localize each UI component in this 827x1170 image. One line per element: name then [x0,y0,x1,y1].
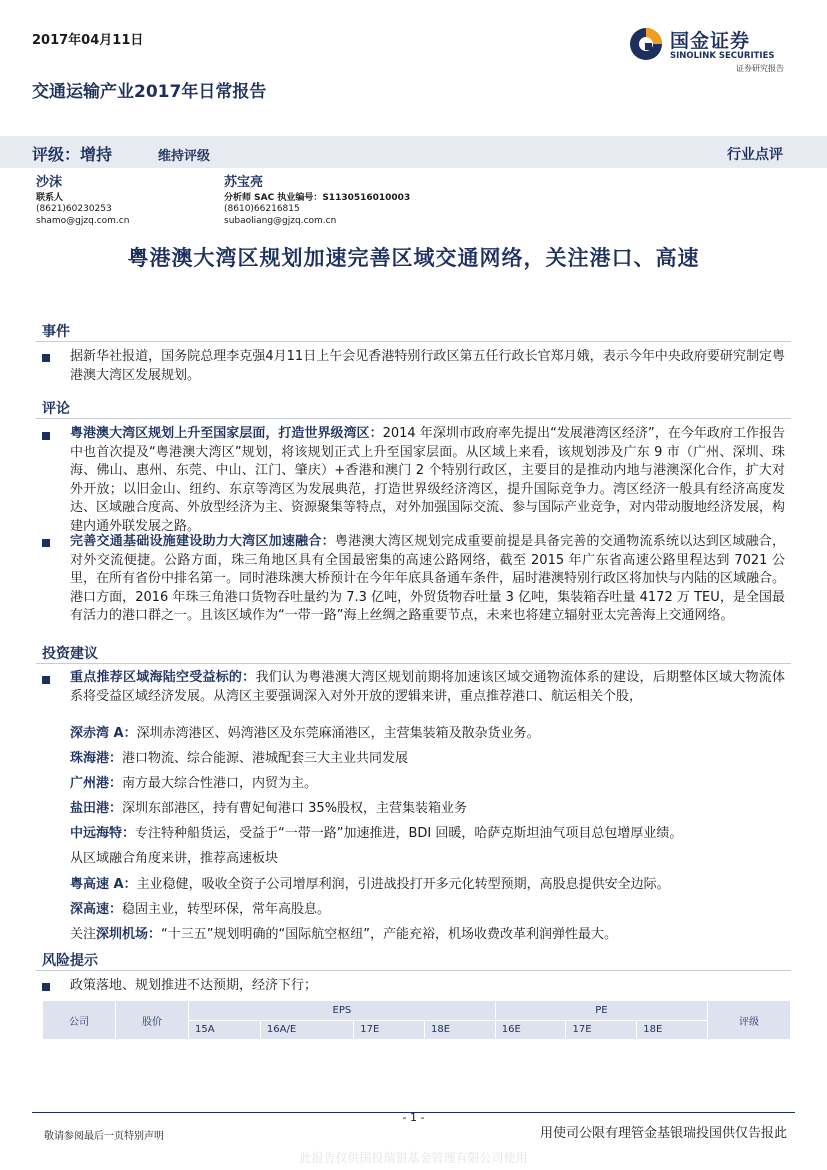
rating-note: 维持评级 [158,149,211,164]
report-category: 行业点评 [727,147,783,163]
comment-paragraph-1 [70,425,785,536]
analyst-email[interactable]: subaoliang@gjzq.com.cn [224,215,337,226]
table-header-rating: 评级 [708,1001,791,1040]
table-header-pe: PE [495,1001,707,1021]
bullet-icon [42,354,50,362]
analyst-phone: (8621)60230253 [36,204,112,214]
stock-item: 中远海特：专注特种船货运，受益于“一带一路”加速推进，BDI 回暖，哈萨克斯坦油气项目总包增厚业绩。 [70,826,683,841]
stock-item: 深赤湾 A：深圳赤湾港区、妈湾港区及东莞麻涌港区，主营集装箱及散杂货业务。 [70,726,540,741]
bullet-icon [42,432,50,440]
section-divider [36,341,791,342]
logo-name-en: SINOLINK SECURITIES [670,51,775,61]
highway-intro: 从区域融合角度来讲，推荐高速板块 [70,851,279,866]
section-divider [36,970,791,971]
stock-item: 粤高速 A：主业稳健，吸收全资子公司增厚利润，引进战投打开多元化转型预期，高股息提供安全边际。 [70,877,670,892]
analyst-role: 分析师 SAC 执业编号：S1130516010003 [224,192,411,203]
table-header-year: 17E [354,1020,425,1040]
table-header-year: 18E [424,1020,495,1040]
invest-lead: 重点推荐区域海陆空受益标的： [70,670,256,685]
invest-text: 我们认为粤港澳大湾区规划前期将加速该区域交通物流体系的建设，后期整体区域大物流体系将受益区域经济发展。从湾区主要强调深入对外开放的逻辑来讲，重点推荐港口、航运相关个股， [70,670,785,704]
rating-bar [0,136,827,168]
analyst-name: 沙沫 [36,175,63,190]
comment-text-2: 粤港澳大湾区规划完成重要前提是具备完善的交通物流系统以达到区域融合，对外交流便捷。公路方面，珠三角地区具有全国最密集的高速公路网络，截至 2015 年广东省高速公路里程达到 7021 公里，在所有省份中排名第一。同时港珠澳大桥预计在今年年底具备通车条件，届时港澳特别行政区将加快与内陆的区域融合。港口方面，2016 年珠三角港口货物吞吐量约为 7.3 亿吨，外贸货物吞吐量 3 亿吨，集装箱吞吐量 4172 万 TEU，是全国最有活力的港口群之一。且该区域作为“一带一路”海上丝绸之路重要节点，未来也将建立辐射亚太完善海上交通网络。 [70,534,786,623]
stock-item: 关注深圳机场：“十三五”规划明确的“国际航空枢纽”，产能充裕，机场收费改革利润弹性最大。 [70,927,617,942]
logo-subtitle: 证券研究报告 [736,64,784,73]
table-header-price: 股价 [116,1001,189,1040]
disclaimer-note: 敬请参阅最后一页特别声明 [44,1131,164,1142]
comment-text-1: 2014 年深圳市政府率先提出“发展港湾区经济”，在今年政府工作报告中也首次提及“粤港澳大湾区”规划，将该规划正式上升至国家层面。从区域上来看，该规划涉及广东 9 市（广州、深圳、珠海、佛山、惠州、东莞、中山、江门、肇庆）+香港和澳门 2 个特别行政区，主要目的是推动内地与港澳深化合作，扩大对外开放；以旧金山、纽约、东京等湾区为发展典范，打造世界级经济湾区，提升国际竞争力。湾区经济一般具有经济高度发达、区域融合度高、外放型经济为主、资源聚集等特点，对外加强国际交流、参与国际产业竞争，对内带动腹地经济发展，构建内通外联发展之路。 [70,426,786,534]
stock-item: 盐田港：深圳东部港区，持有曹妃甸港口 35%股权，主营集装箱业务 [70,801,468,816]
invest-paragraph [70,669,785,706]
event-paragraph: 据新华社报道，国务院总理李克强4月11日上午会见香港特别行政区第五任行政长官郑月娥，表示今年中央政府要研究制定粤港澳大湾区发展规划。 [70,349,785,383]
report-date: 2017年04月11日 [32,33,144,48]
bullet-icon [42,676,50,684]
stock-item: 深高速：稳固主业，转型环保，常年高股息。 [70,902,331,917]
table-header-year: 18E [637,1020,708,1040]
analyst-card [36,177,129,227]
analyst-name: 苏宝亮 [224,175,264,190]
watermark: 此报告仅供国投瑞银基金管理有限公司使用 [299,1151,528,1165]
table-header-company: 公司 [43,1001,116,1040]
headline: 粤港澳大湾区规划加速完善区域交通网络，关注港口、高速 [127,246,700,270]
table-header-year: 16E [495,1020,566,1040]
table-header-year: 16A/E [260,1020,353,1040]
table-header-year: 17E [566,1020,637,1040]
stock-item: 广州港：南方最大综合性港口，内贸为主。 [70,776,318,791]
section-title-event: 事件 [42,324,70,340]
stock-item: 珠海港：港口物流、综合能源、港城配套三大主业共同发展 [70,751,409,766]
section-title-comment: 评论 [42,401,70,417]
analyst-card [224,177,410,227]
bullet-icon [42,983,50,991]
logo-name-cn: 国金证券 [670,30,751,52]
valuation-table [42,1000,791,1040]
sinolink-logo-icon [628,26,664,62]
table-header-row [43,1001,791,1021]
analyst-email[interactable]: shamo@gjzq.com.cn [36,215,130,226]
comment-lead-2: 完善交通基础设施建设助力大湾区加速融合： [70,534,335,549]
section-divider [36,418,791,419]
table-header-eps: EPS [189,1001,496,1021]
mirrored-usage-note: 用使司公限有理管金基银瑞投国供仅告报此 [539,1126,787,1141]
report-series-title: 交通运输产业2017年日常报告 [32,82,267,102]
page-number: - 1 - [402,1111,425,1124]
comment-paragraph-2 [70,533,785,626]
section-title-risk: 风险提示 [42,953,98,969]
bullet-icon [42,539,50,547]
analyst-role: 联系人 [36,192,64,203]
rating: 评级：增持 [32,145,113,164]
section-divider [36,663,791,664]
section-title-invest: 投资建议 [42,646,98,662]
risk-paragraph: 政策落地、规划推进不达预期，经济下行； [70,978,318,993]
comment-lead-1: 粤港澳大湾区规划上升至国家层面，打造世界级湾区： [70,426,383,441]
sinolink-logo [628,24,798,76]
table-header-year: 15A [189,1020,261,1040]
analyst-phone: (8610)66216815 [224,204,300,214]
